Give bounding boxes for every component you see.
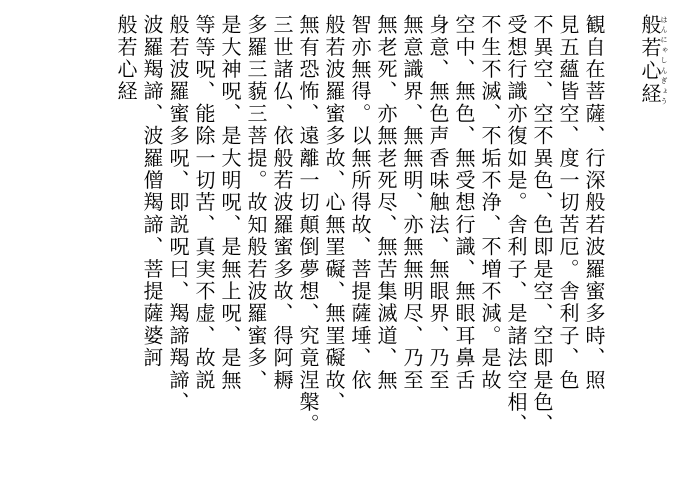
sutra-column: 不生不滅、不垢不浄、不増不減。是故: [478, 14, 502, 392]
sutra-column: 三世諸仏、依般若波羅蜜多故、得阿耨: [270, 14, 294, 392]
sutra-column: 等等呪、能除一切苦、真実不虚、故説: [192, 14, 216, 392]
sutra-column: 多羅三藐三菩提。故知般若波羅蜜多、: [244, 14, 268, 392]
sutra-column: 無老死、亦無老死尽、無苦集滅道、無: [374, 14, 398, 392]
sutra-column: 是大神呪、是大明呪、是無上呪、是無: [218, 14, 242, 392]
sutra-column: 観自在菩薩、行深般若波羅蜜多時、照: [582, 14, 606, 392]
sutra-text: [28, 14, 668, 472]
sutra-column: 無意識界、無無明、亦無無明尽、乃至: [400, 14, 424, 392]
title-spacer: [607, 14, 637, 472]
sutra-column: 見五蘊皆空、度一切苦厄。舎利子、色: [556, 14, 580, 392]
sutra-column: 般若波羅蜜多呪、即説呪曰、羯諦羯諦、: [166, 14, 190, 414]
sutra-title: 般若心経はんにゃしんぎょう: [638, 14, 668, 106]
sutra-column: 空中、無色、無受想行識、無眼耳鼻舌: [452, 14, 476, 392]
sutra-column: 受想行識亦復如是。舎利子、是諸法空相、: [504, 14, 528, 436]
sutra-column: 般若波羅蜜多故、心無罣礙、無罣礙故、: [322, 14, 346, 414]
sutra-end-title: 般若心経: [114, 14, 138, 103]
sutra-column: 智亦無得。以無所得故、菩提薩埵、依: [348, 14, 372, 392]
sutra-column: 身意、無色声香味触法、無眼界、乃至: [426, 14, 450, 392]
sutra-column: 無有恐怖、遠離一切顛倒夢想、究竟涅槃。: [296, 14, 320, 436]
sutra-column: 不異空、空不異色、色即是空、空即是色、: [530, 14, 554, 436]
sutra-column: 波羅羯諦、波羅僧羯諦、菩提薩婆訶: [140, 14, 164, 370]
